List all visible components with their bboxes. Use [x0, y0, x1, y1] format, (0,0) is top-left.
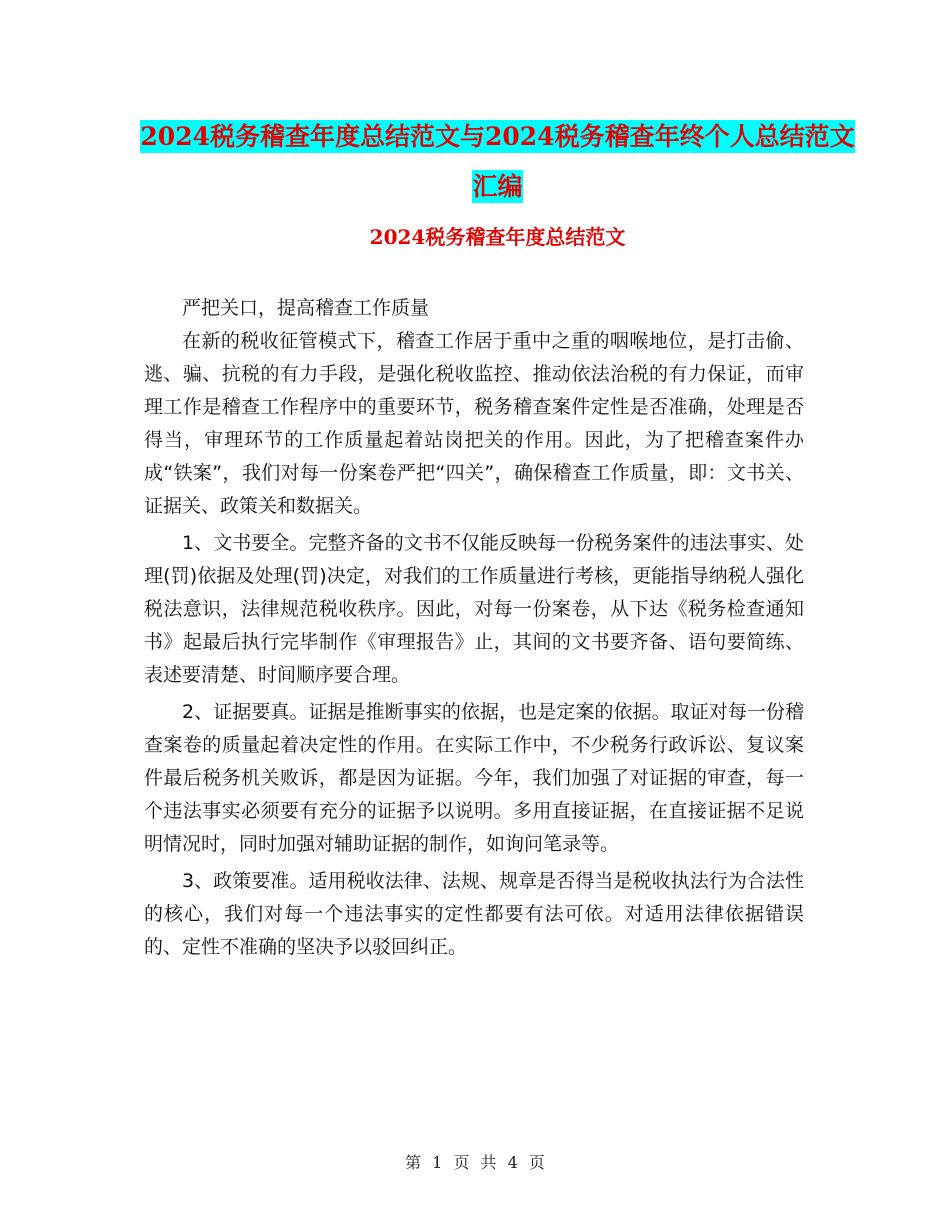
paragraph-item-2: 2、证据要真。证据是推断事实的依据，也是定案的依据。取证对每一份稽查案卷的质量起着决定性的作用。在实际工作中，不少税务行政诉讼、复议案件最后税务机关败诉，都是因为证据。今年，我们加强了对证据的审查，每一个违法事实必须要有充分的证据予以说明。多用直接证据，在直接证据不足说明情况时，同时加强对辅助证据的制作，如询问笔录等。 [144, 701, 804, 855]
document-title-highlight: 2024税务稽查年度总结范文与2024税务稽查年终个人总结范文汇编 [140, 122, 855, 201]
section-title: 2024税务稽查年度总结范文 [369, 225, 626, 249]
paragraph-item-1: 1、文书要全。完整齐备的文书不仅能反映每一份税务案件的违法事实、处理(罚)依据及处理(罚)决定，对我们的工作质量进行考核，更能指导纳税人强化税法意识，法律规范税收秩序。因此，对每一份案卷，从下达《税务检查通知书》起最后执行完毕制作《审理报告》止，其间的文书要齐备、语句要简练、表述要清楚、时间顺序要合理。 [144, 532, 804, 686]
page-footer: 第 1 页 共 4 页 [405, 1153, 545, 1172]
document-title [140, 112, 855, 212]
paragraph-item-3: 3、政策要准。适用税收法律、法规、规章是否得当是税收执法行为合法性的核心，我们对每一个违法事实的定性都要有法可依。对适用法律依据错误的、定性不准确的坚决予以驳回纠正。 [144, 870, 804, 958]
paragraph-intro: 在新的税收征管模式下，稽查工作居于重中之重的咽喉地位，是打击偷、逃、骗、抗税的有力手段，是强化税收监控、推动依法治税的有力保证，而审理工作是稽查工作程序中的重要环节，税务稽查案件定性是否准确，处理是否得当，审理环节的工作质量起着站岗把关的作用。因此，为了把稽查案件办成“铁案”，我们对每一份案卷严把“四关”，确保稽查工作质量，即：文书关、证据关、政策关和数据关。 [144, 330, 804, 517]
document-body [144, 292, 804, 964]
paragraph-heading: 严把关口，提高稽查工作质量 [182, 297, 430, 319]
